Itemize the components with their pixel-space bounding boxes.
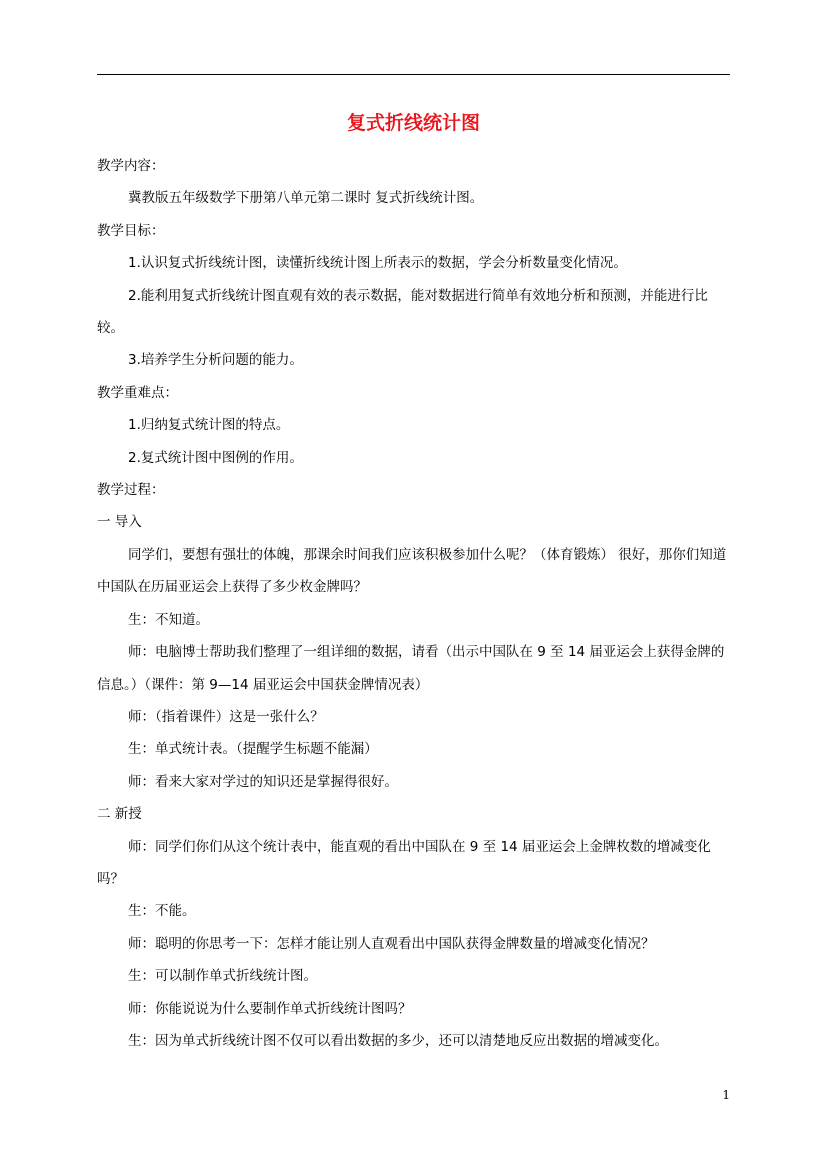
paragraph: 2.复式统计图中图例的作用。 — [128, 449, 303, 466]
paragraph: 师：你能说说为什么要制作单式折线统计图吗？ — [128, 1000, 412, 1017]
section-heading-process: 教学过程： — [97, 482, 165, 499]
paragraph: 3.培养学生分析问题的能力。 — [128, 352, 303, 369]
paragraph: 同学们，要想有强壮的体魄，那课余时间我们应该积极参加什么呢？（体育锻炼） 很好，那你们知道中国队在历届亚运会上获得了多少枚金牌吗？ — [97, 546, 727, 596]
section-heading-key-points: 教学重难点： — [97, 384, 178, 401]
section-heading-objectives: 教学目标： — [97, 222, 165, 239]
paragraph: 师：同学们你们从这个统计表中，能直观的看出中国队在 9 至 14 届亚运会上金牌枚数的增减变化吗？ — [97, 838, 711, 887]
paragraph: 生：因为单式折线统计图不仅可以看出数据的多少，还可以清楚地反应出数据的增减变化。 — [128, 1032, 668, 1049]
document-title: 复式折线统计图 — [346, 112, 480, 134]
paragraph: 师：（指着课件）这是一张什么？ — [128, 708, 324, 725]
paragraph: 生：单式统计表。（提醒学生标题不能漏） — [128, 741, 378, 758]
paragraph: 生：不知道。 — [128, 611, 209, 628]
paragraph: 1.归纳复式统计图的特点。 — [128, 417, 290, 434]
paragraph: 生：不能。 — [128, 903, 196, 920]
paragraph: 师：看来大家对学过的知识还是掌握得很好。 — [128, 773, 398, 790]
paragraph: 2.能利用复式折线统计图直观有效的表示数据，能对数据进行简单有效地分析和预测，并能进行比较。 — [97, 287, 708, 337]
page-number: 1 — [722, 1088, 730, 1102]
paragraph: 1.认识复式折线统计图，读懂折线统计图上所表示的数据，学会分析数量变化情况。 — [128, 255, 627, 272]
section-heading-intro: 一 导入 — [97, 514, 142, 531]
document-body — [97, 150, 731, 1057]
paragraph: 师：电脑博士帮助我们整理了一组详细的数据，请看（出示中国队在 9 至 14 届亚运会上获得金牌的信息。）（课件：第 9—14 届亚运会中国获金牌情况表） — [97, 644, 725, 693]
section-heading-content: 教学内容： — [97, 158, 165, 174]
paragraph: 生：可以制作单式折线统计图。 — [128, 968, 317, 985]
paragraph: 师：聪明的你思考一下：怎样才能让别人直观看出中国队获得金牌数量的增减变化情况？ — [128, 935, 655, 952]
paragraph: 冀教版五年级数学下册第八单元第二课时 复式折线统计图。 — [128, 190, 484, 207]
header-rule — [97, 74, 730, 75]
section-heading-new-lesson: 二 新授 — [97, 806, 142, 823]
